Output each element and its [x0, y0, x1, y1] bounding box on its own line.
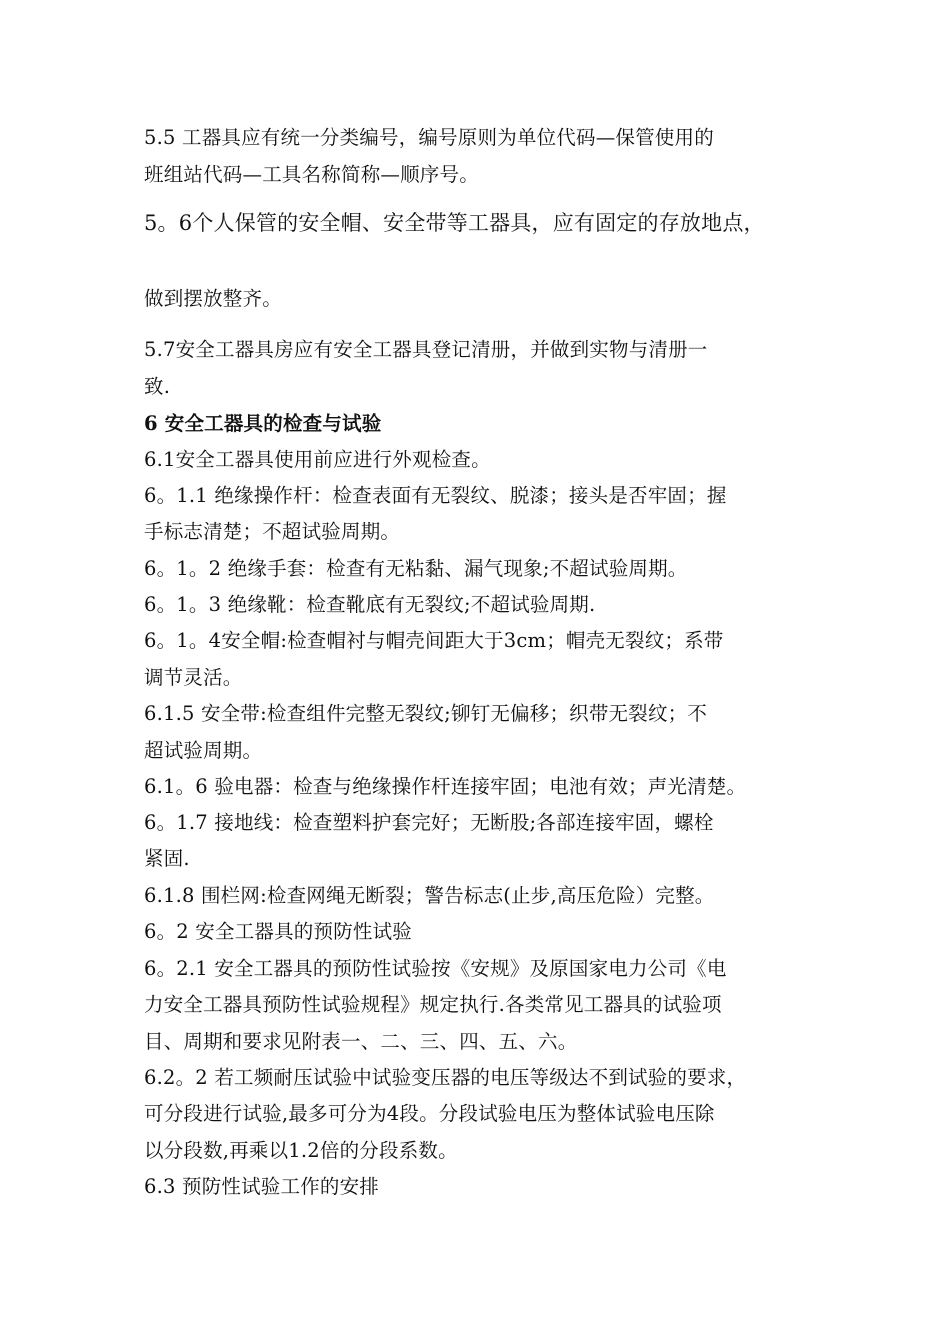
- text-line: 班组站代码—工具名称简称—顺序号。: [144, 163, 479, 186]
- text-line: 6。2.1 安全工器具的预防性试验按《安规》及原国家电力公司《电: [144, 957, 727, 980]
- text-line: 致.: [144, 375, 171, 398]
- text-line: 做到摆放整齐。: [144, 287, 282, 310]
- text-line: 6.3 预防性试验工作的安排: [144, 1175, 380, 1198]
- text-line: 可分段进行试验,最多可分为4段。分段试验电压为整体试验电压除: [144, 1102, 715, 1125]
- text-line: 6.1.5 安全带:检查组件完整无裂纹;铆钉无偏移；织带无裂纹；不: [144, 702, 708, 725]
- text-line: 6。1.7 接地线：检查塑料护套完好；无断股;各部连接牢固，螺栓: [144, 811, 714, 834]
- text-line: 6。1。2 绝缘手套：检查有无粘黏、漏气现象;不超试验周期。: [144, 557, 688, 580]
- text-line: 5。6个人保管的安全帽、安全带等工器具，应有固定的存放地点，: [144, 211, 765, 235]
- text-line: 6.2。2 若工频耐压试验中试验变压器的电压等级达不到试验的要求，: [144, 1066, 747, 1089]
- text-line: 5.7安全工器具房应有安全工器具登记清册，并做到实物与清册一: [144, 338, 708, 361]
- text-line: 力安全工器具预防性试验规程》规定执行.各类常见工器具的试验项: [144, 993, 722, 1016]
- text-line: 6.1.8 围栏网:检查网绳无断裂；警告标志(止步,高压危险）完整。: [144, 884, 715, 907]
- text-line: 6。1.1 绝缘操作杆：检查表面有无裂纹、脱漆；接头是否牢固；握: [144, 484, 727, 507]
- text-line: 紧固.: [144, 847, 190, 870]
- text-line: 超试验周期。: [144, 739, 263, 762]
- text-line: 6。2 安全工器具的预防性试验: [144, 920, 413, 943]
- text-line: 6。1。3 绝缘靴：检查靴底有无裂纹;不超试验周期.: [144, 593, 596, 616]
- text-line: 6.1安全工器具使用前应进行外观检查。: [144, 448, 491, 471]
- text-line: 调节灵活。: [144, 666, 243, 689]
- text-line: 6。1。4安全帽:检查帽衬与帽壳间距大于3cm；帽壳无裂纹；系带: [144, 629, 724, 652]
- section-heading: 6 安全工器具的检查与试验: [144, 412, 382, 435]
- text-line: 目、周期和要求见附表一、二、三、四、五、六。: [144, 1030, 578, 1053]
- text-line: 6.1。6 验电器：检查与绝缘操作杆连接牢固；电池有效；声光清楚。: [144, 775, 747, 798]
- text-line: 以分段数,再乘以1.2倍的分段系数。: [144, 1139, 458, 1162]
- text-line: 手标志清楚；不超试验周期。: [144, 520, 401, 543]
- text-line: 5.5 工器具应有统一分类编号，编号原则为单位代码—保管使用的: [144, 126, 714, 149]
